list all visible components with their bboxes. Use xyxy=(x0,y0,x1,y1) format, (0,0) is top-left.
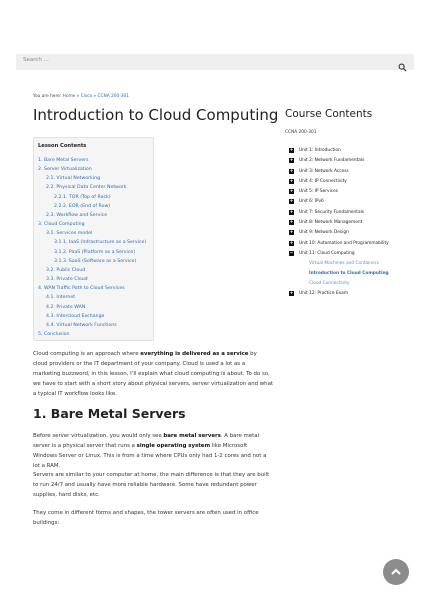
toc-link[interactable]: 4.4. Virtual Network Functions xyxy=(46,322,117,328)
sidebar-unit-label: Unit 9: Network Design xyxy=(299,230,349,236)
toc-link[interactable]: 3.1.1. IaaS (Infrastructure as a Service) xyxy=(54,240,147,246)
sidebar-unit-item[interactable] xyxy=(289,158,415,168)
sidebar-unit-item[interactable] xyxy=(289,210,415,220)
toc-link[interactable]: 1. Bare Metal Servers xyxy=(38,158,89,163)
search-bar[interactable] xyxy=(16,54,414,70)
expand-icon[interactable]: + xyxy=(289,220,294,226)
search-icon[interactable] xyxy=(398,57,407,66)
toc-link[interactable]: 3.2. Public Cloud xyxy=(46,267,86,273)
sidebar-lesson-link[interactable]: Virtual Machines and Containers xyxy=(309,261,379,267)
toc-link[interactable]: 3.3. Private Cloud xyxy=(46,277,88,283)
course-name: CCNA 200-301 xyxy=(285,130,317,135)
breadcrumb-separator: » xyxy=(76,94,80,99)
expand-icon[interactable]: + xyxy=(289,189,294,195)
sidebar-unit-item[interactable] xyxy=(289,169,415,179)
collapse-icon[interactable]: − xyxy=(289,250,294,256)
lesson-contents-heading: Lesson Contents xyxy=(38,143,87,149)
breadcrumb-separator: » xyxy=(93,94,97,99)
sidebar-unit-label: Unit 5: IP Services xyxy=(299,189,339,195)
search-input[interactable]: Search ... xyxy=(23,57,49,63)
sidebar-unit-item[interactable] xyxy=(289,179,415,189)
section-heading-bare-metal: 1. Bare Metal Servers xyxy=(33,406,186,421)
toc-link[interactable]: 3.1. Services model xyxy=(46,231,93,237)
chevron-up-icon xyxy=(390,566,402,578)
bare-metal-paragraph-3: They come in different forms and shapes, the tower servers are often used in office buildings: xyxy=(33,510,259,526)
toc-link[interactable]: 2.1. Virtual Networking xyxy=(46,176,101,182)
sidebar-unit-item[interactable] xyxy=(289,189,415,199)
breadcrumb-home-link[interactable]: Home xyxy=(62,94,76,99)
course-contents-title: Course Contents xyxy=(285,108,373,120)
breadcrumb-prefix: You are here: xyxy=(33,94,62,99)
toc-link[interactable]: 2.2. Physical Data Center Network xyxy=(46,185,127,191)
sidebar-unit-item[interactable] xyxy=(289,220,415,230)
toc-link[interactable]: 5. Conclusion xyxy=(38,331,70,337)
breadcrumb xyxy=(33,94,129,99)
sidebar-unit-label: Unit 11: Cloud Computing xyxy=(299,250,355,256)
breadcrumb-cisco-link[interactable]: Cisco xyxy=(80,94,93,99)
sidebar-unit-label: Unit 10: Automation and Programmability xyxy=(299,240,389,246)
expand-icon[interactable]: + xyxy=(289,178,294,184)
course-contents-sidebar xyxy=(285,108,415,297)
sidebar-unit-label: Unit 1: Introduction xyxy=(299,148,341,153)
toc-link[interactable]: 4.2. Private WAN xyxy=(46,304,86,310)
bare-metal-paragraph-2: Servers are similar to your computer at home, the main difference is that they are built to run 24/7 and usually have more reliable hardware. Some have redundant power supplies, hard disks, etc. xyxy=(33,472,270,498)
expand-icon[interactable]: + xyxy=(289,209,294,215)
toc-link[interactable]: 2.2.2. EOR (End of Row) xyxy=(54,203,111,209)
sidebar-unit-label: Unit 12: Practice Exam xyxy=(299,291,348,297)
expand-icon[interactable]: + xyxy=(289,291,294,297)
sidebar-unit-label: Unit 7: Security Fundamentals xyxy=(299,209,365,215)
scroll-to-top-button[interactable] xyxy=(383,559,409,585)
unit-list xyxy=(289,148,415,302)
toc-link[interactable]: 3.1.3. SaaS (Software as a Service) xyxy=(54,258,137,264)
expand-icon[interactable]: + xyxy=(289,158,294,164)
sidebar-unit-label: Unit 4: IP Connectivity xyxy=(299,178,347,184)
sidebar-unit-label: Unit 6: IPv6 xyxy=(299,199,324,205)
toc-link[interactable]: 4.3. Intercloud Exchange xyxy=(46,313,105,319)
sidebar-unit-item[interactable] xyxy=(289,241,415,251)
expand-icon[interactable]: + xyxy=(289,148,294,153)
lesson-contents-box xyxy=(33,137,154,341)
sidebar-unit-label: Unit 2: Network Fundamentals xyxy=(299,158,365,164)
intro-paragraph: Cloud computing is an approach where everything is delivered as a service by cloud providers or the IT department of your company. Cloud is used a lot as a marketing buzzword, in this lesson, I’ll explain what cloud computing is about. To do so, we have to start with a short story about physical servers, server virtualization and what a typical IT workflow looks like. xyxy=(33,351,274,397)
bare-metal-paragraph-1: Before server virtualization, you would only see bare metal servers. A bare metal server is a physical server that runs a single operating system like Microsoft Windows Server or Linux. This is from a time where CPUs only had 1-2 cores and not a lot a RAM. xyxy=(33,433,267,469)
sidebar-unit-item[interactable] xyxy=(289,148,415,158)
sidebar-unit-item[interactable] xyxy=(289,230,415,240)
toc-link[interactable]: 3. Cloud Computing xyxy=(38,222,85,228)
sidebar-lesson-link[interactable]: Cloud Connectivity xyxy=(309,281,350,287)
toc-link[interactable]: 4.1. Internet xyxy=(46,295,76,301)
expand-icon[interactable]: + xyxy=(289,230,294,236)
sidebar-unit-item[interactable] xyxy=(289,199,415,209)
expand-icon[interactable]: + xyxy=(289,199,294,205)
sidebar-unit-item[interactable] xyxy=(289,251,415,261)
page-title: Introduction to Cloud Computing xyxy=(33,106,279,124)
breadcrumb-ccna-link[interactable]: CCNA 200-301 xyxy=(97,94,129,99)
toc-link[interactable]: 3.1.2. PaaS (Platform as a Service) xyxy=(54,249,136,255)
expand-icon[interactable]: + xyxy=(289,240,294,246)
lesson-contents-list xyxy=(38,156,149,339)
toc-link[interactable]: 2.3. Workflow and Service xyxy=(46,212,108,218)
sidebar-unit-label: Unit 8: Network Management xyxy=(299,220,363,226)
sidebar-unit-item[interactable] xyxy=(289,291,415,301)
toc-link[interactable]: 2. Server Virtualization xyxy=(38,167,92,173)
sidebar-unit-label: Unit 3: Network Access xyxy=(299,168,349,174)
toc-link[interactable]: 4. WAN Traffic Path to Cloud Services xyxy=(38,286,125,292)
expand-icon[interactable]: + xyxy=(289,168,294,174)
sidebar-lesson-link[interactable]: Introduction to Cloud Computing xyxy=(309,271,389,277)
toc-link[interactable]: 2.2.1. TOR (Top of Rack) xyxy=(54,194,111,200)
